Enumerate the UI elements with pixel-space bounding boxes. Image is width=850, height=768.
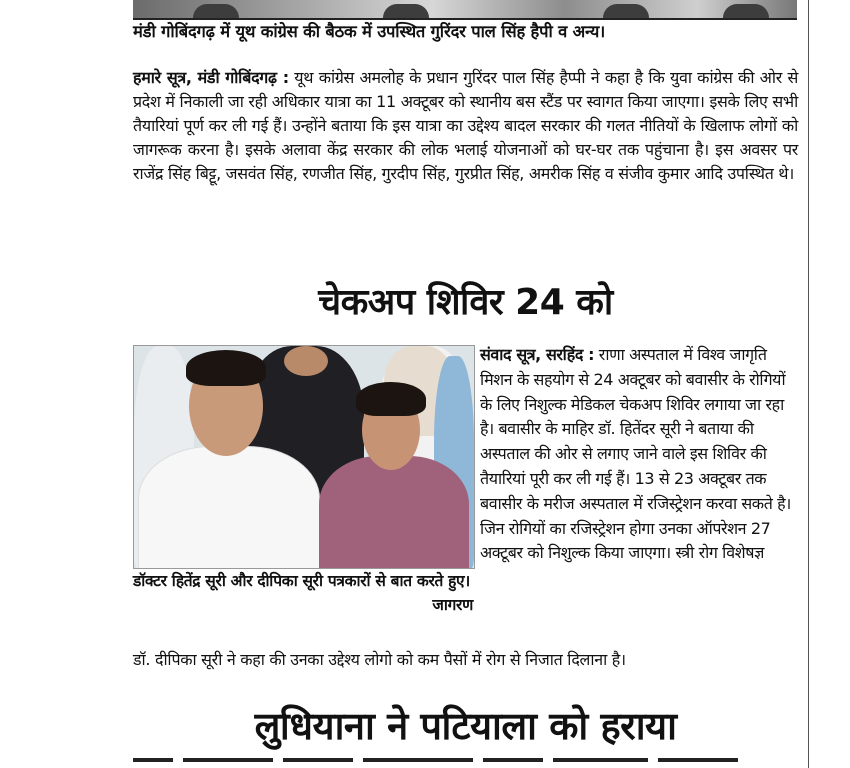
- headline-ludhiana-patiala: लुधियाना ने पटियाला को हराया: [254, 704, 677, 748]
- top-photo-caption: मंडी गोबिंदगढ़ में यूथ कांग्रेस की बैठक में उपस्थित गुरिंदर पाल सिंह हैपी व अन्य।: [133, 22, 606, 41]
- story-checkup-camp: [480, 343, 798, 566]
- top-photo-cropped: [133, 0, 797, 20]
- story2-tail: डॉ. दीपिका सूरी ने कहा की उनका उद्देश्य लोगो को कम पैसों में रोग से निजात दिलाना है।: [133, 650, 626, 669]
- story-youth-congress: [133, 66, 798, 186]
- headline-checkup-camp: चेकअप शिविर 24 को: [318, 282, 613, 323]
- story1-body: यूथ कांग्रेस अमलोह के प्रधान गुरिंदर पाल सिंह हैप्पी ने कहा है कि युवा कांग्रेस की ओर से प्रदेश में निकाली जा रही अधिकार यात्रा का 11 अक्टूबर को स्थानीय बस स्टैंड पर स्वागत किया जाएगा। इसके लिए सभी तैयारियां पूर्ण कर ली गई हैं। उन्होंने बताया कि इस यात्रा का उद्देश्य बादल सरकार की गलत नीतियों के खिलाफ लोगों को जागरूक करना है। इसके अलावा केंद्र सरकार की लोक भलाई योजनाओं को घर-घर तक पहुंचाना है। इस अवसर पर राजेंद्र सिंह बिट्टू, जसवंत सिंह, रणजीत सिंह, गुरदीप सिंह, गुरप्रीत सिंह, अमरीक सिंह व संजीव कुमार आदि उपस्थित थे।: [133, 68, 798, 183]
- story2-dateline: संवाद सूत्र, सरहिंद :: [480, 345, 595, 364]
- column-rule: [808, 0, 809, 768]
- photo-caption: [133, 569, 475, 614]
- cropped-next-story-text: [133, 758, 798, 768]
- photo-credit: जागरण: [432, 596, 473, 614]
- story1-dateline: हमारे सूत्र, मंडी गोबिंदगढ़ :: [133, 68, 289, 87]
- doctors-photo: [133, 345, 475, 569]
- photo-caption-text: डॉक्टर हितेंद्र सूरी और दीपिका सूरी पत्रकारों से बात करते हुए।: [133, 572, 470, 590]
- story2-body: राणा अस्पताल में विश्व जागृति मिशन के सहयोग से 24 अक्टूबर को बवासीर के रोगियों के लिए निशुल्क मेडिकल चेकअप शिविर लगाया जा रहा है। बवासीर के माहिर डॉ. हितेंदर सूरी ने बताया की अस्पताल की ओर से लगाए जाने वाले इस शिविर की तैयारियां पूरी कर ली गई हैं। 13 से 23 अक्टूबर तक बवासीर के मरीज अस्पताल में रजिस्ट्रेशन करवा सकते है। जिन रोगियों का रजिस्ट्रेशन होगा उनका ऑपरेशन 27 अक्टूबर को निशुल्क किया जाएगा। स्त्री रोग विशेषज्ञ: [480, 345, 791, 563]
